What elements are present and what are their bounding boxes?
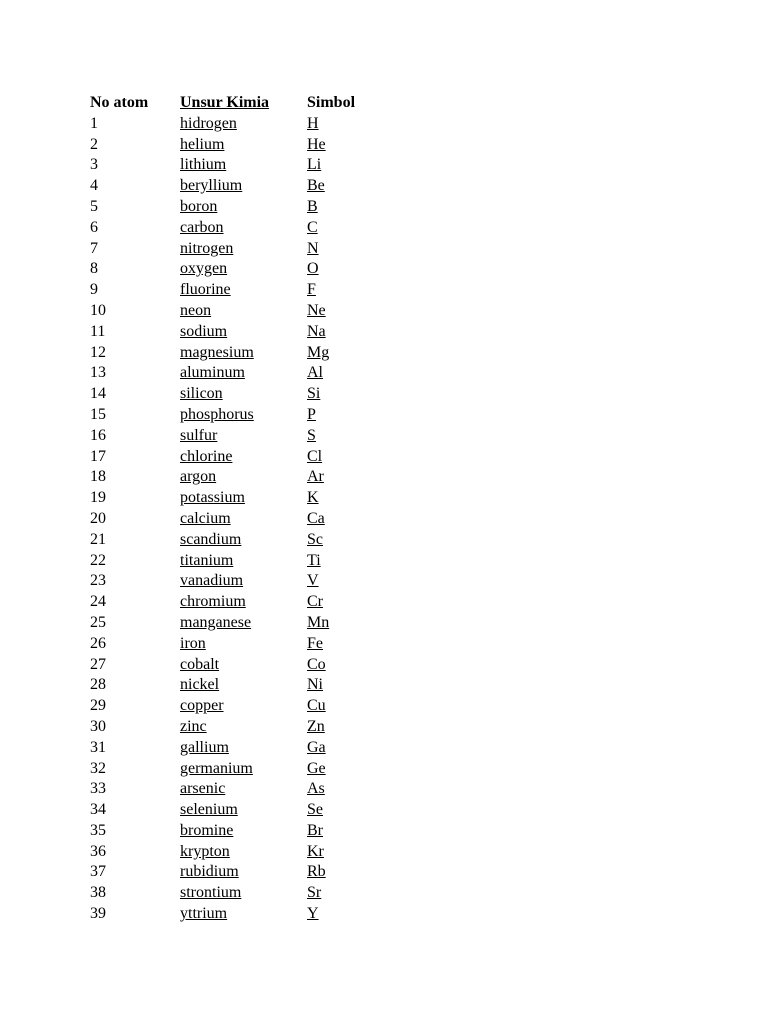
element-symbol-link[interactable]: Fe (307, 634, 323, 652)
element-name-link[interactable]: chromium (180, 593, 246, 611)
element-name-link[interactable]: selenium (180, 801, 238, 819)
header-atom-number: No atom (90, 94, 149, 111)
element-symbol-link[interactable]: C (307, 218, 318, 236)
element-name-link[interactable]: bromine (180, 821, 234, 839)
atom-number-cell: 22 (90, 551, 106, 569)
atom-number-cell: 15 (90, 405, 106, 423)
atom-number-cell: 14 (90, 385, 106, 403)
element-name-link[interactable]: sodium (180, 322, 228, 340)
element-symbol-link[interactable]: Ga (307, 738, 326, 756)
element-symbol-link[interactable]: B (307, 197, 318, 215)
element-symbol-link[interactable]: Cu (307, 697, 326, 715)
atom-number-cell: 37 (90, 863, 106, 881)
element-name-link[interactable]: calcium (180, 509, 231, 527)
atom-number-cell: 13 (90, 364, 106, 382)
atom-number-cell: 17 (90, 447, 106, 465)
element-symbol-link[interactable]: Be (307, 177, 325, 195)
element-symbol-link[interactable]: Ne (307, 301, 326, 319)
element-symbol-link[interactable]: Kr (307, 842, 324, 860)
atom-number-cell: 10 (90, 301, 106, 319)
element-name-link[interactable]: chlorine (180, 447, 233, 465)
element-symbol-link[interactable]: Ni (307, 676, 323, 694)
atom-number-cell: 39 (90, 905, 106, 923)
atom-number-cell: 8 (90, 260, 98, 278)
element-name-link[interactable]: potassium (180, 489, 245, 507)
atom-number-cell: 30 (90, 717, 106, 735)
element-symbol-link[interactable]: V (307, 572, 319, 590)
element-symbol-link[interactable]: Mn (307, 613, 330, 631)
element-name-link[interactable]: titanium (180, 551, 234, 569)
element-symbol-link[interactable]: Br (307, 821, 323, 839)
element-name-link[interactable]: yttrium (180, 905, 228, 923)
element-symbol-link[interactable]: Y (307, 905, 319, 923)
element-name-link[interactable]: copper (180, 697, 224, 715)
atom-number-cell: 31 (90, 738, 106, 756)
element-name-link[interactable]: neon (180, 301, 212, 319)
element-symbol-link[interactable]: Ar (307, 468, 324, 486)
atom-number-cell: 6 (90, 218, 98, 236)
element-name-link[interactable]: nickel (180, 676, 220, 694)
element-name-link[interactable]: strontium (180, 884, 242, 902)
element-name-link[interactable]: boron (180, 197, 218, 215)
atom-number-cell: 9 (90, 281, 98, 299)
element-name-link[interactable]: magnesium (180, 343, 254, 361)
element-name-link[interactable]: hidrogen (180, 114, 237, 132)
atom-number-cell: 1 (90, 114, 98, 132)
element-symbol-link[interactable]: Sc (307, 530, 323, 548)
atom-number-cell: 5 (90, 197, 98, 215)
element-symbol-link[interactable]: Na (307, 322, 326, 340)
element-name-link[interactable]: nitrogen (180, 239, 234, 257)
element-symbol-link[interactable]: K (307, 489, 319, 507)
element-name-link[interactable]: krypton (180, 842, 230, 860)
atom-number-cell: 35 (90, 821, 106, 839)
atom-number-cell: 26 (90, 634, 106, 652)
element-symbol-link[interactable]: Ti (307, 551, 321, 569)
element-symbol-link[interactable]: Zn (307, 717, 325, 735)
header-element-name: Unsur Kimia (180, 94, 270, 111)
element-name-link[interactable]: beryllium (180, 177, 243, 195)
atom-number-cell: 19 (90, 489, 106, 507)
element-symbol-link[interactable]: H (307, 114, 319, 132)
atom-number-cell: 28 (90, 676, 106, 694)
header-symbol: Simbol (307, 94, 356, 111)
element-symbol-link[interactable]: Si (307, 385, 321, 403)
element-name-link[interactable]: argon (180, 468, 217, 486)
element-name-link[interactable]: arsenic (180, 780, 226, 798)
atom-number-cell: 29 (90, 697, 106, 715)
atom-number-cell: 36 (90, 842, 106, 860)
element-symbol-link[interactable]: Rb (307, 863, 326, 881)
element-name-link[interactable]: aluminum (180, 364, 245, 382)
element-symbol-link[interactable]: P (307, 405, 316, 423)
element-symbol-link[interactable]: Ca (307, 509, 325, 527)
element-symbol-link[interactable]: Cr (307, 593, 323, 611)
atom-number-cell: 32 (90, 759, 106, 777)
atom-number-cell: 2 (90, 135, 98, 153)
atom-number-cell: 11 (90, 322, 106, 340)
element-symbol-link[interactable]: He (307, 135, 326, 153)
element-symbol-link[interactable]: Ge (307, 759, 326, 777)
element-name-link[interactable]: oxygen (180, 260, 228, 278)
atom-number-cell: 16 (90, 426, 106, 444)
atom-number-cell: 12 (90, 343, 106, 361)
atom-number-cell: 25 (90, 613, 106, 631)
element-name-link[interactable]: lithium (180, 156, 227, 174)
element-symbol-link[interactable]: Li (307, 156, 322, 174)
element-symbol-link[interactable]: Sr (307, 884, 322, 902)
element-name-link[interactable]: manganese (180, 613, 252, 631)
element-name-link[interactable]: fluorine (180, 281, 231, 299)
atom-number-cell: 20 (90, 509, 106, 527)
element-name-link[interactable]: scandium (180, 530, 242, 548)
atom-number-cell: 38 (90, 884, 106, 902)
element-symbol-link[interactable]: Al (307, 364, 323, 382)
atom-number-cell: 24 (90, 593, 106, 611)
element-symbol-link[interactable]: Cl (307, 447, 323, 465)
element-name-link[interactable]: sulfur (180, 426, 218, 444)
element-name-link[interactable]: carbon (180, 218, 224, 236)
atom-number-cell: 18 (90, 468, 106, 486)
element-name-link[interactable]: cobalt (180, 655, 220, 673)
element-name-link[interactable]: zinc (180, 717, 207, 735)
element-symbol-link[interactable]: N (307, 239, 319, 257)
element-symbol-link[interactable]: O (307, 260, 319, 278)
atom-number-cell: 21 (90, 530, 106, 548)
element-name-link[interactable]: vanadium (180, 572, 244, 590)
element-name-link[interactable]: silicon (180, 385, 223, 403)
element-name-link[interactable]: iron (180, 634, 206, 652)
atom-number-cell: 27 (90, 655, 106, 673)
element-symbol-link[interactable]: Co (307, 655, 326, 673)
element-symbol-link[interactable]: Se (307, 801, 323, 819)
element-name-link[interactable]: rubidium (180, 863, 239, 881)
element-name-link[interactable]: gallium (180, 738, 229, 756)
element-name-link[interactable]: helium (180, 135, 225, 153)
element-name-link[interactable]: germanium (180, 759, 253, 777)
element-symbol-link[interactable]: F (307, 281, 316, 299)
atom-number-cell: 23 (90, 572, 106, 590)
atom-number-cell: 33 (90, 780, 106, 798)
atom-number-cell: 34 (90, 801, 106, 819)
atom-number-cell: 4 (90, 177, 98, 195)
element-symbol-link[interactable]: Mg (307, 343, 330, 361)
element-symbol-link[interactable]: S (307, 426, 316, 444)
element-name-link[interactable]: phosphorus (180, 405, 254, 423)
atom-number-cell: 3 (90, 156, 98, 174)
atom-number-cell: 7 (90, 239, 98, 257)
element-symbol-link[interactable]: As (307, 780, 325, 798)
